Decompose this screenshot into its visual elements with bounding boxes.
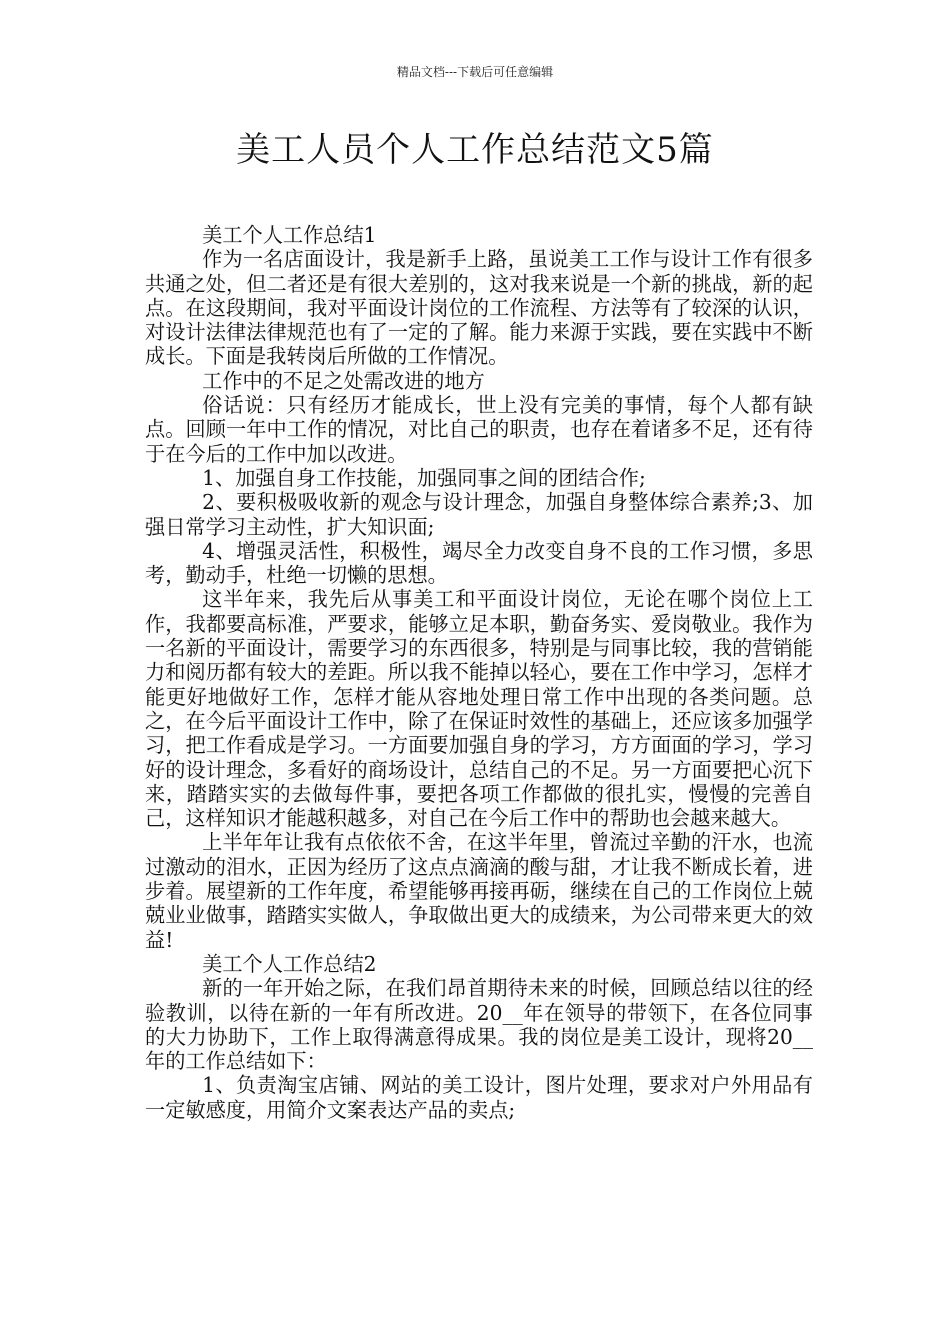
body-paragraph: 作为一名店面设计，我是新手上路，虽说美工工作与设计工作有很多共通之处，但二者还是有很大差别的，这对我来说是一个新的挑战，新的起点。在这段期间，我对平面设计岗位的工作流程、方法等有了较深的认识，对设计法律法律规范也有了一定的了解。能力来源于实践，要在实践中不断成长。下面是我转岗后所做的工作情况。 xyxy=(145,247,813,369)
body-paragraph: 新的一年开始之际，在我们昂首期待未来的时候，回顾总结以往的经验教训，以待在新的一年有所改进。20__年在领导的带领下，在各位同事的大力协助下，工作上取得满意得成果。我的岗位是美工设计，现将20__年的工作总结如下： xyxy=(145,976,813,1074)
subsection-heading: 工作中的不足之处需改进的地方 xyxy=(202,368,485,393)
list-item: 1、负责淘宝店铺、网站的美工设计，图片处理，要求对户外用品有一定敏感度，用简介文案表达产品的卖点; xyxy=(145,1073,813,1122)
list-item: 4、增强灵活性，积极性，竭尽全力改变自身不良的工作习惯，多思考，勤动手，杜绝一切懒的思想。 xyxy=(145,538,813,588)
body-paragraph: 这半年来，我先后从事美工和平面设计岗位，无论在哪个岗位上工作，我都要高标准，严要求，能够立足本职，勤奋务实、爱岗敬业。我作为一名新的平面设计，需要学习的东西很多，特别是与同事比较，我的营销能力和阅历都有较大的差距。所以我不能掉以轻心，要在工作中学习，怎样才能更好地做好工作，怎样才能从容地处理日常工作中出现的各类问题。总之，在今后平面设计工作中，除了在保证时效性的基础上，还应该多加强学习，把工作看成是学习。一方面要加强自身的学习，方方面面的学习，学习好的设计理念，多看好的商场设计，总结自己的不足。另一方面要把心沉下来，踏踏实实的去做每件事，要把各项工作都做的很扎实，慢慢的完善自己，这样知识才能越积越多，对自己在今后工作中的帮助也会越来越大。 xyxy=(145,587,813,831)
list-item: 1、加强自身工作技能，加强同事之间的团结合作; xyxy=(202,465,646,490)
page-header-note: 精品文档---下载后可任意编辑 xyxy=(396,65,554,79)
document-body xyxy=(145,223,813,1122)
section-heading-2: 美工个人工作总结2 xyxy=(202,951,377,976)
document-title: 美工人员个人工作总结范文5篇 xyxy=(236,130,714,170)
body-paragraph: 上半年年让我有点依依不舍，在这半年里，曾流过辛勤的汗水，也流过激动的泪水，正因为经历了这点点滴滴的酸与甜，才让我不断成长着，进步着。展望新的工作年度，希望能够再接再砺，继续在自己的工作岗位上兢兢业业做事，踏踏实实做人，争取做出更大的成绩来，为公司带来更大的效益! xyxy=(145,830,813,952)
list-item: 2、要积极吸收新的观念与设计理念，加强自身整体综合素养;3、加强日常学习主动性，扩大知识面; xyxy=(145,490,813,539)
body-paragraph: 俗话说：只有经历才能成长，世上没有完美的事情，每个人都有缺点。回顾一年中工作的情况，对比自己的职责，也存在着诸多不足，还有待于在今后的工作中加以改进。 xyxy=(145,393,813,466)
section-heading-1: 美工个人工作总结1 xyxy=(202,223,377,247)
